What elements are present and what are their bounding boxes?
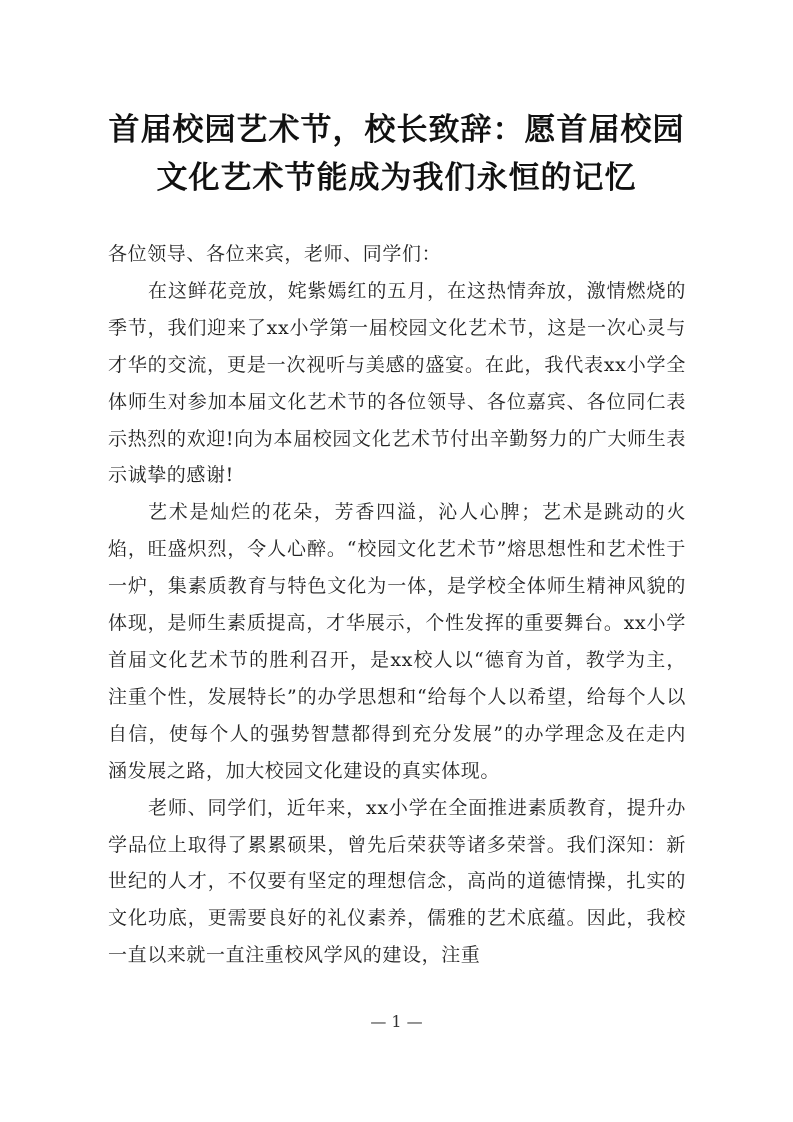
page-number: — 1 — <box>370 1012 423 1031</box>
paragraph: 艺术是灿烂的花朵，芳香四溢，沁人心脾；艺术是跳动的火焰，旺盛炽烈，令人心醉。“校园文化艺术节”熔思想性和艺术性于一炉，集素质教育与特色文化为一体，是学校全体师生精神风貌的体现，是师生素质提高，才华展示，个性发挥的重要舞台。xx小学首届文化艺术节的胜利召开，是xx校人以“德育为首，教学为主，注重个性，发展特长”的办学思想和“给每个人以希望，给每个人以自信，使每个人的强势智慧都得到充分发展”的办学理念及在走内涵发展之路，加大校园文化建设的真实体现。 <box>108 501 686 782</box>
title-line-2: 文化艺术节能成为我们永恒的记忆 <box>156 160 637 196</box>
salutation: 各位领导、各位来宾，老师、同学们： <box>108 243 442 265</box>
title-line-1: 首届校园艺术节，校长致辞：愿首届校园 <box>108 112 685 148</box>
paragraph: 在这鲜花竞放，姹紫嫣红的五月，在这热情奔放，激情燃烧的季节，我们迎来了xx小学第一届校园文化艺术节，这是一次心灵与才华的交流，更是一次视听与美感的盛宴。在此，我代表xx小学全体师生对参加本届文化艺术节的各位领导、各位嘉宾、各位同仁表示热烈的欢迎!向为本届校园文化艺术节付出辛勤努力的广大师生表示诚挚的感谢! <box>108 279 686 487</box>
paragraph: 老师、同学们，近年来，xx小学在全面推进素质教育，提升办学品位上取得了累累硕果，曾先后荣获等诸多荣誉。我们深知：新世纪的人才，不仅要有坚定的理想信念，高尚的道德情操，扎实的文化功底，更需要良好的礼仪素养，儒雅的艺术底蕴。因此，我校一直以来就一直注重校风学风的建设，注重 <box>108 796 686 967</box>
document-body <box>108 236 686 974</box>
document-title <box>95 106 698 202</box>
